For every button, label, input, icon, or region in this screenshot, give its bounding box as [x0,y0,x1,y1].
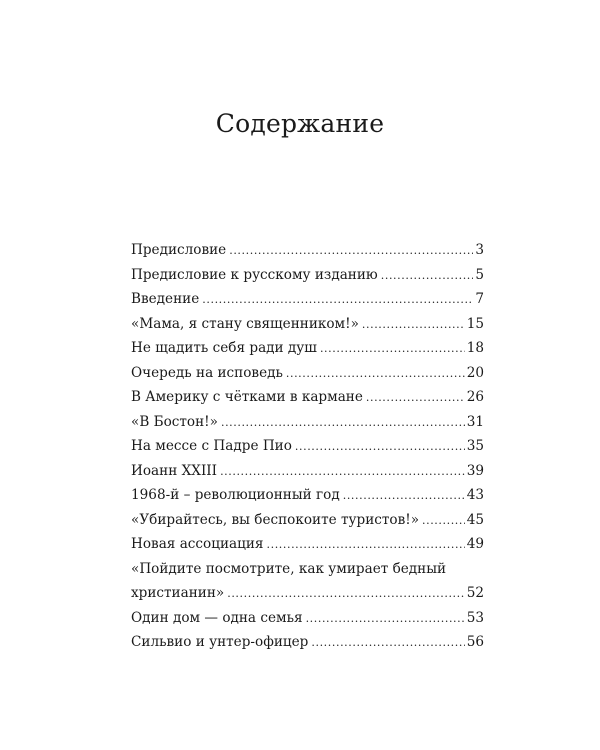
toc-entry-page: 53 [466,609,484,626]
toc-entry-page: 49 [466,536,484,552]
toc-entry-title: Сильвио и унтер-офицер [131,634,309,650]
toc-entry-title: В Америку с чётками в кармане [131,389,363,405]
toc-entry-page: 35 [466,438,484,454]
leader-dots [286,362,465,387]
toc-entry-page: 15 [466,315,484,332]
leader-dots [343,484,465,509]
toc-entry[interactable] [131,459,484,484]
toc-entry[interactable] [131,361,484,386]
toc-entry-title: Новая ассоциация [131,536,264,552]
leader-dots [202,288,473,313]
leader-dots [422,509,465,534]
toc-entry-title: Предисловие [131,242,227,258]
leader-dots [381,264,474,289]
leader-dots [295,435,465,460]
toc-entry-page: 18 [466,340,484,356]
toc-entry-page: 26 [466,389,484,405]
toc-entry-title: Предисловие к русскому изданию [131,266,378,283]
toc-entry-page: 7 [475,291,484,307]
toc-entry-page: 39 [466,462,484,479]
toc-entry-title: Один дом — одна семья [131,609,303,626]
toc-entry[interactable] [131,410,484,435]
toc-entry-page: 20 [466,364,484,381]
toc-entry[interactable] [131,312,484,337]
toc-entry-title: «Убирайтесь, вы беспокоите туристов!» [131,511,420,528]
leader-dots [311,631,464,656]
toc-entry[interactable] [131,532,484,557]
toc-entry-title: 1968-й – революционный год [131,487,340,503]
leader-dots [220,460,465,485]
toc-entry[interactable] [131,630,484,655]
toc-entry[interactable] [131,238,484,263]
toc-entry-page: 31 [466,413,484,430]
leader-dots [320,337,465,362]
toc-entry[interactable] [131,483,484,508]
toc-entry[interactable] [131,336,484,361]
toc-entry-title-line1: «Пойдите посмотрите, как умирает бедный [131,560,447,577]
toc-entry-title: Иоанн XXIII [131,462,218,479]
toc-entry-title: На мессе с Падре Пио [131,438,292,454]
toc-entry-page: 3 [475,242,484,258]
toc-entry-page: 56 [466,634,484,650]
toc-entry-title: Введение [131,291,200,307]
toc-entry-page: 52 [466,585,484,601]
toc-entry-page: 45 [466,511,484,528]
toc-entry[interactable] [131,287,484,312]
toc-entry[interactable] [131,434,484,459]
toc-entry[interactable] [131,385,484,410]
toc-entry[interactable] [131,508,484,533]
leader-dots [362,313,465,338]
page-title: Содержание [215,108,385,138]
toc-entry[interactable] [131,263,484,288]
table-of-contents [131,238,484,655]
leader-dots [366,386,465,411]
toc-entry-page: 5 [475,266,484,283]
toc-entry[interactable] [131,606,484,631]
toc-entry-page: 43 [466,487,484,503]
toc-entry-title: Очередь на исповедь [131,364,283,381]
leader-dots [229,239,473,264]
toc-entry-title-line2: христианин» [131,585,225,601]
leader-dots [267,533,465,558]
toc-entry-title: «Мама, я стану священником!» [131,315,359,332]
toc-entry-title: «В Бостон!» [131,413,218,430]
leader-dots [306,607,465,632]
toc-entry-title: Не щадить себя ради душ [131,340,317,356]
toc-entry-multiline-cont[interactable] [131,581,484,606]
leader-dots [227,582,464,607]
leader-dots [221,411,465,436]
toc-entry-multiline[interactable] [131,557,484,582]
